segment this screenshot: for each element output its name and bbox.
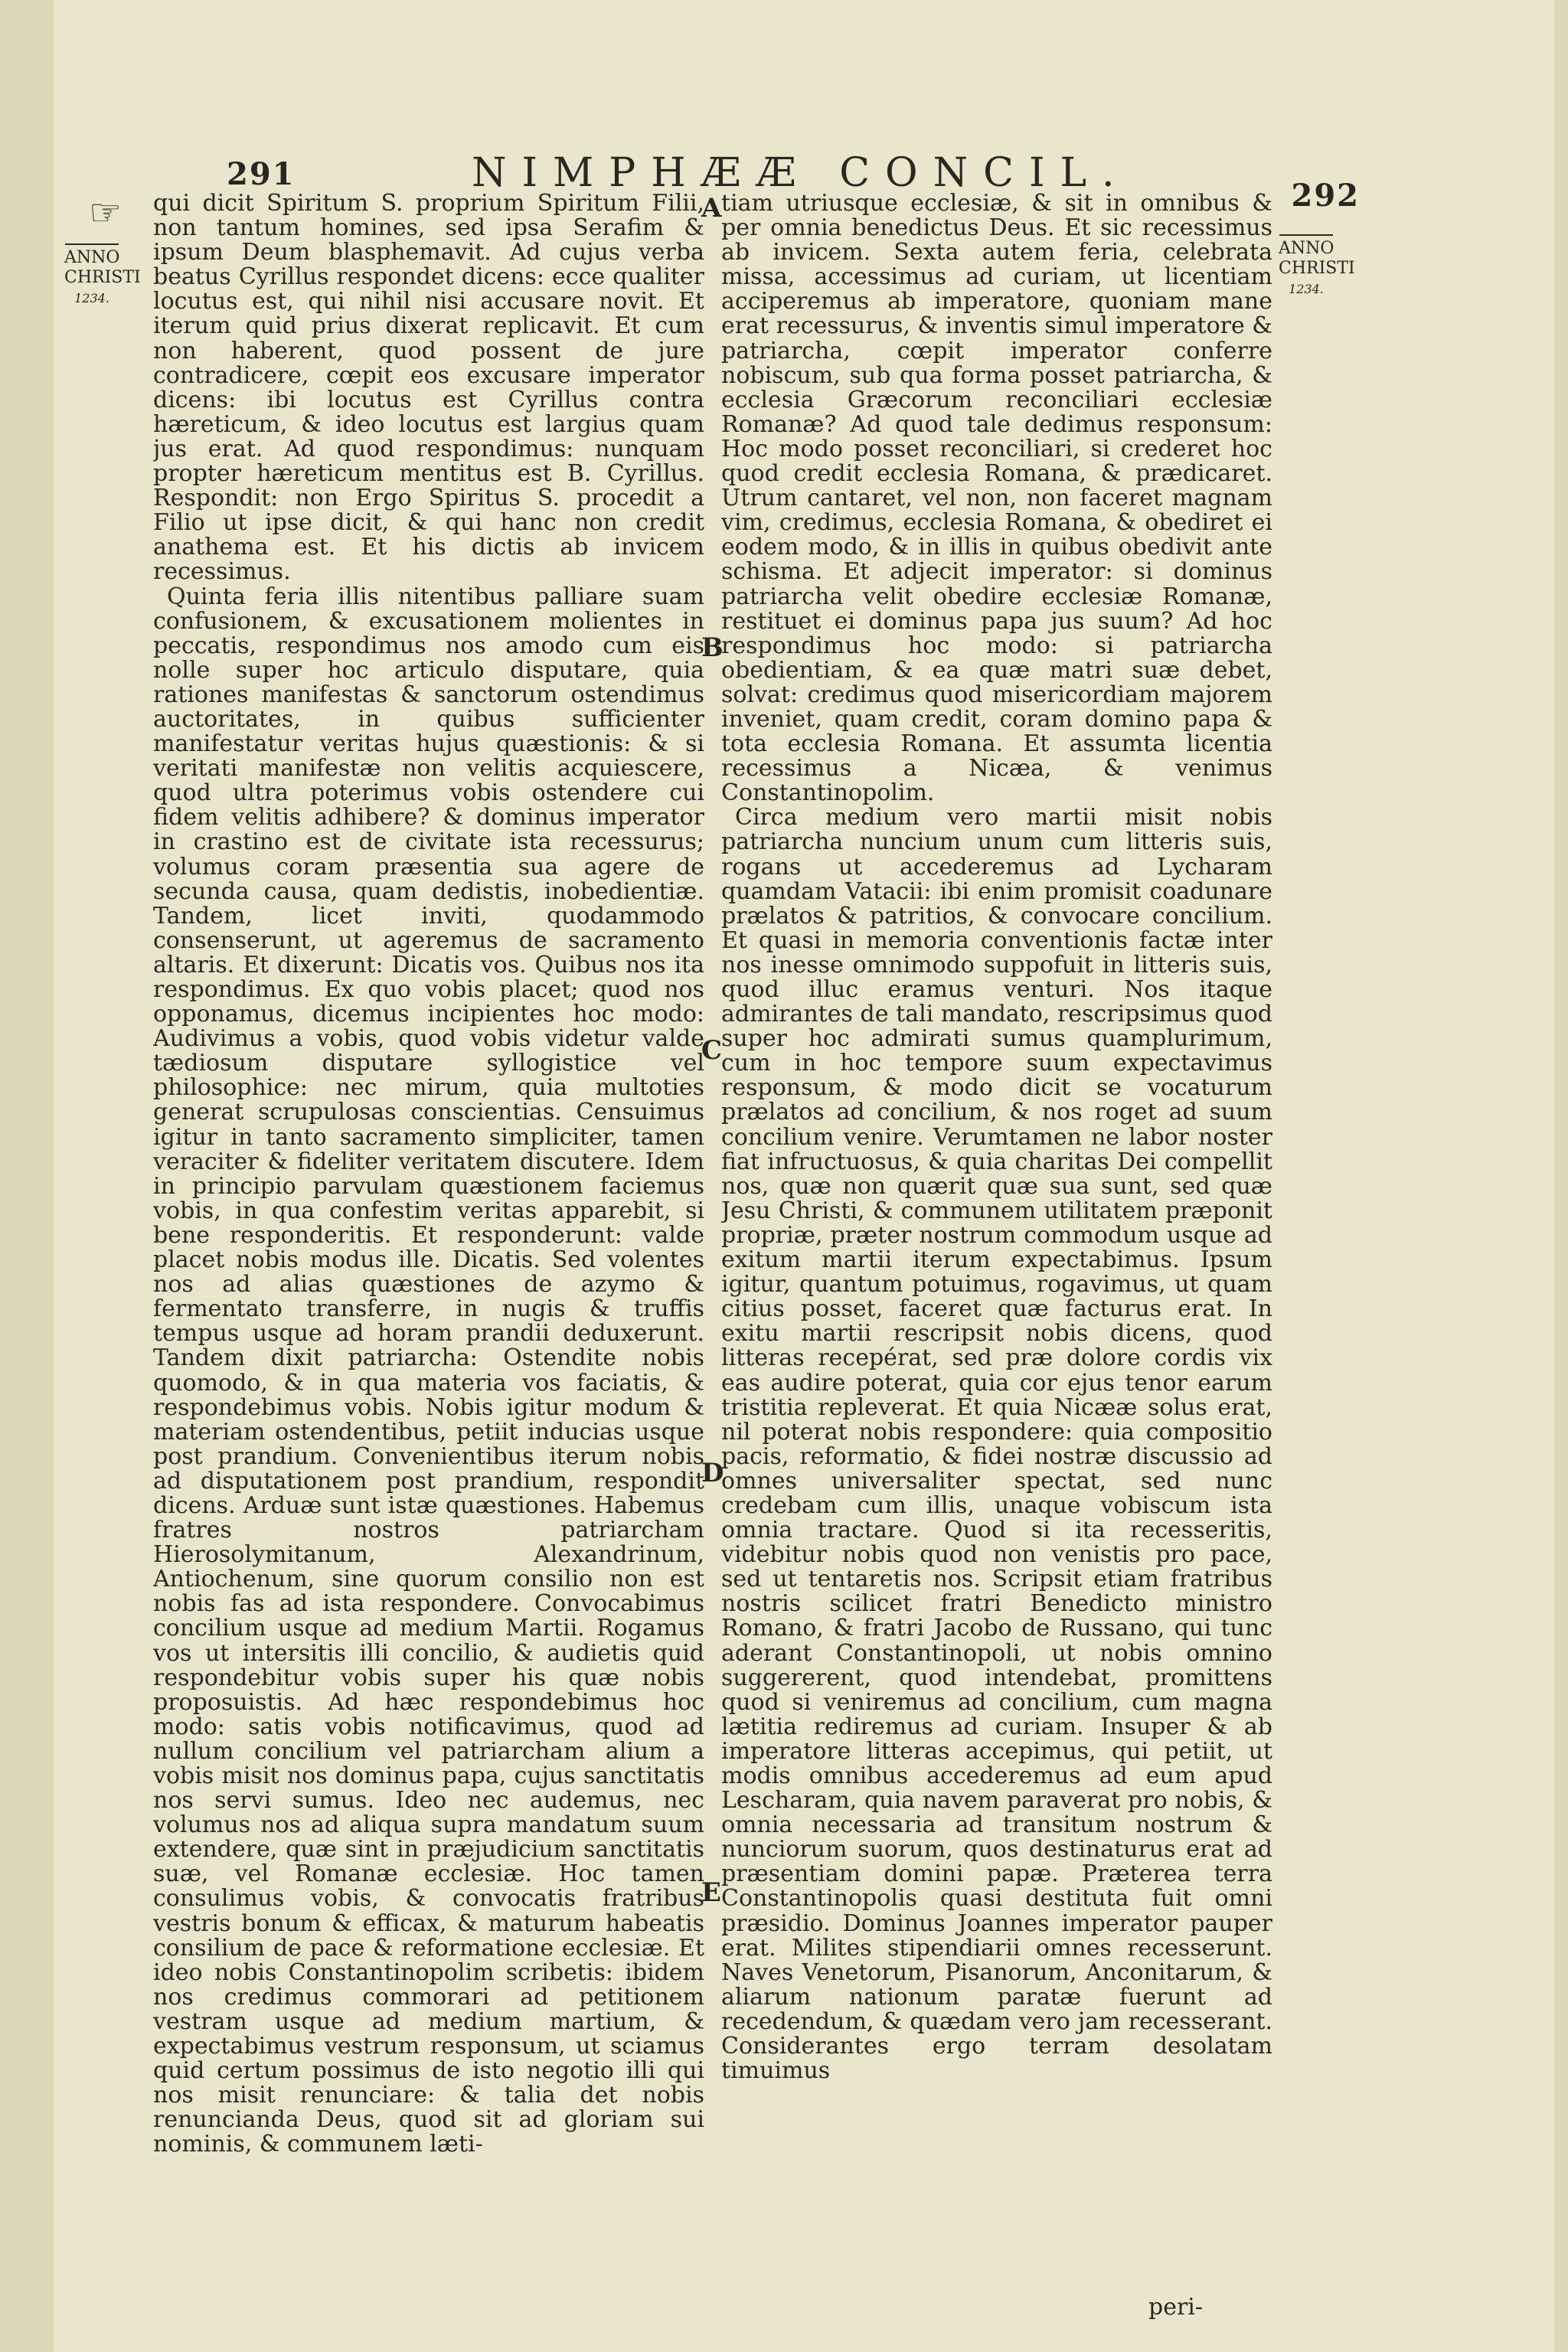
section-letter-d: D [701,1458,724,1488]
running-title: NIMPHÆÆ CONCIL. [472,150,1130,196]
margin-anno-left: ANNO [64,248,120,267]
section-letter-b: B [701,632,724,663]
right-column [721,191,1272,2289]
left-paragraph-1: qui dicit Spiritum S. proprium Spiritum Filii, non tantum homines, sed ipsa Serafim & ipsum Deum blasphemavit. Ad cujus verba beatus Cyrillus respondet dicens: ecce qualiter locutus est, qui nihil nisi accusare novit. Et iterum quid prius dixerat replicavit. Et cum non haberent, quod possent de jure contradicere, cœpit eos excusare imperator dicens: ibi locutus est Cyrillus contra hæreticum, & ideo locutus est largius quam jus erat. Ad quod respondimus: nunquam propter hæreticum mentitus est B. Cyrillus. Respondit: non Ergo Spiritus S. procedit a Filio ut ipse dicit, & qui hanc non credit anathema est. Et his dictis ab invicem recessimus. [153,191,704,586]
book-page [54,0,1554,2352]
section-letter-e: E [701,1877,721,1908]
page-number-left: 291 [227,156,296,192]
pointing-hand-icon: ☞ [89,191,122,234]
margin-note-right [1279,234,1355,299]
left-paragraph-2: Quinta feria illis nitentibus palliare suam confusionem, & excusationem molientes in peccatis, respondimus nos amodo cum eis nolle super hoc articulo disputare, quia rationes manifestas & sanctorum ostendimus auctoritates, in quibus sufficienter manifestatur veritas hujus quæstionis: & si veritati manifestæ non velitis acquiescere, quod ultra poterimus vobis ostendere cui fidem velitis adhibere? & dominus imperator in crastino est de civitate ista recessurus; volumus coram præsentia sua agere de secunda causa, quam dedistis, inobedientiæ. Tandem, licet inviti, quodammodo consenserunt, ut ageremus de sacramento altaris. Et dixerunt: Dicatis vos. Quibus nos ita respondimus. Ex quo vobis placet; quod nos opponamus, dicemus incipientes hoc modo: Audivimus a vobis, quod vobis videtur valde tædiosum disputare syllogistice vel philosophice: nec mirum, quia multoties generat scrupulosas conscientias. Censuimus igitur in tanto sacramento simpliciter, tamen veraciter & fideliter veritatem discutere. Idem in principio parvulam quæstionem faciemus vobis, in qua confestim veritas apparebit, si bene responderitis. Et responderunt: valde placet nobis modus ille. Dicatis. Sed volentes nos ad alias quæstiones de azymo & fermentato transferre, in nugis & truffis tempus usque ad horam prandii deduxerunt. Tandem dixit patriarcha: Ostendite nobis quomodo, & in qua materia vos faciatis, & respondebimus vobis. Nobis igitur modum & materiam ostendentibus, petiit inducias usque post prandium. Convenientibus iterum nobis ad disputationem post prandium, respondit dicens. Arduæ sunt istæ quæstiones. Habemus fratres nostros patriarcham Hierosolymitanum, Alexandrinum, Antiochenum, sine quorum consilio non est nobis fas ad ista respondere. Convocabimus concilium usque ad medium Martii. Rogamus vos ut intersitis illi concilio, & audietis quid respondebitur vobis super his quæ nobis proposuistis. Ad hæc respondebimus hoc modo: satis vobis notificavimus, quod ad nullum concilium vel patriarcham alium a vobis misit nos dominus papa, cujus sanctitatis nos servi sumus. Ideo nec audemus, nec volumus nos ad aliqua supra mandatum suum extendere, quæ sint in præjudicium sanctitatis suæ, vel Romanæ ecclesiæ. Hoc tamen consulimus vobis, & convocatis fratribus vestris bonum & efficax, & maturum habeatis consilium de pace & reformatione ecclesiæ. Et ideo nobis Constantinopolim scribetis: ibidem nos credimus commorari ad petitionem vestram usque ad medium martium, & expectabimus vestrum responsum, ut sciamus quid certum possimus de isto negotio illi qui nos misit renunciare: & talia det nobis renuncianda Deus, quod sit ad gloriam sui nominis, & communem læti- [153,583,704,2158]
left-column [153,191,704,2289]
catchword: peri- [1148,2294,1204,2321]
margin-christi-left: CHRISTI [64,268,141,287]
margin-rule-right [1279,234,1333,236]
margin-year-left: 1234. [74,291,109,305]
margin-rule-left [65,243,119,245]
margin-christi-right: CHRISTI [1279,259,1355,278]
margin-note-left [64,243,141,309]
margin-year-right: 1234. [1289,282,1324,296]
page-number-right: 292 [1291,178,1360,214]
right-paragraph-1: tiam utriusque ecclesiæ, & sit in omnibus & per omnia benedictus Deus. Et sic recessimus ab invicem. Sexta autem feria, celebrata missa, accessimus ad curiam, ut licentiam acciperemus ab imperatore, quoniam mane erat recessurus, & inventis simul imperatore & patriarcha, cœpit imperator conferre nobiscum, sub qua forma posset patriarcha, & ecclesia Græcorum reconciliari ecclesiæ Romanæ? Ad quod tale dedimus responsum: Hoc modo posset reconciliari, si crederet hoc quod credit ecclesia Romana, & prædicaret. Utrum cantaret, vel non, non faceret magnam vim, credimus, ecclesia Romana, & obediret ei eodem modo, & in illis in quibus obedivit ante schisma. Et adjecit imperator: si dominus patriarcha velit obedire ecclesiæ Romanæ, restituet ei dominus papa jus suum? Ad hoc respondimus hoc modo: si patriarcha obedientiam, & ea quæ matri suæ debet, solvat: credimus quod misericordiam majorem inveniet, quam credit, coram domino papa & tota ecclesia Romana. Et assumta licentia recessimus a Nicæa, & venimus Constantinopolim. [721,191,1272,807]
right-paragraph-2: Circa medium vero martii misit nobis patriarcha nuncium unum cum litteris suis, rogans ut accederemus ad Lycharam quamdam Vatacii: ibi enim promisit coadunare prælatos & patritios, & convocare concilium. Et quasi in memoria conventionis factæ inter nos inesse omnimodo suppofuit in litteris suis, quod illuc eramus venturi. Nos itaque admirantes de tali mandato, rescripsimus quod super hoc admirati sumus quamplurimum, cum in hoc tempore suum expectavimus responsum, & modo dicit se vocaturum prælatos ad concilium, & nos roget ad suum concilium venire. Verumtamen ne labor noster fiat infructuosus, & quia charitas Dei compellit nos, quæ non quærit quæ sua sunt, sed quæ Jesu Christi, & communem utilitatem præponit propriæ, præter nostrum commodum usque ad exitum martii iterum expectabimus. Ipsum igitur, quantum potuimus, rogavimus, ut quam citius posset, faceret quæ facturus erat. In exitu martii rescripsit nobis dicens, quod litteras recepérat, sed præ dolore cordis vix eas audire poterat, quia cor ejus tenor earum tristitia repleverat. Et quia Nicææ solus erat, nil poterat nobis respondere: quia compositio pacis, reformatio, & fidei nostræ discussio ad omnes universaliter spectat, sed nunc credebam cum illis, unaque vobiscum ista omnia tractare. Quod si ita recesseritis, videbitur nobis quod non venistis pro pace, sed ut tentaretis nos. Scripsit etiam fratribus nostris scilicet fratri Benedicto ministro Romano, & fratri Jacobo de Russano, qui tunc aderant Constantinopoli, ut nobis omnino suggererent, quod intendebat, promittens quod si veniremus ad concilium, cum magna lætitia rediremus ad curiam. Insuper & ab imperatore litteras accepimus, qui petiit, ut modis omnibus accederemus ad eum apud Lescharam, quia navem paraverat pro nobis, & omnia necessaria ad transitum nostrum & nunciorum suorum, quos destinaturus erat ad præsentiam domini papæ. Præterea terra Constantinopolis quasi destituta fuit omni præsidio. Dominus Joannes imperator pauper erat. Milites stipendiarii omnes recesserunt. Naves Venetorum, Pisanorum, Anconitarum, & aliarum nationum paratæ fuerunt ad recedendum, & quædam vero jam recesserant. Considerantes ergo terram desolatam timuimus [721,804,1272,2085]
section-letter-a: A [701,193,722,224]
section-letter-c: C [701,1035,723,1066]
margin-anno-right: ANNO [1279,239,1334,258]
